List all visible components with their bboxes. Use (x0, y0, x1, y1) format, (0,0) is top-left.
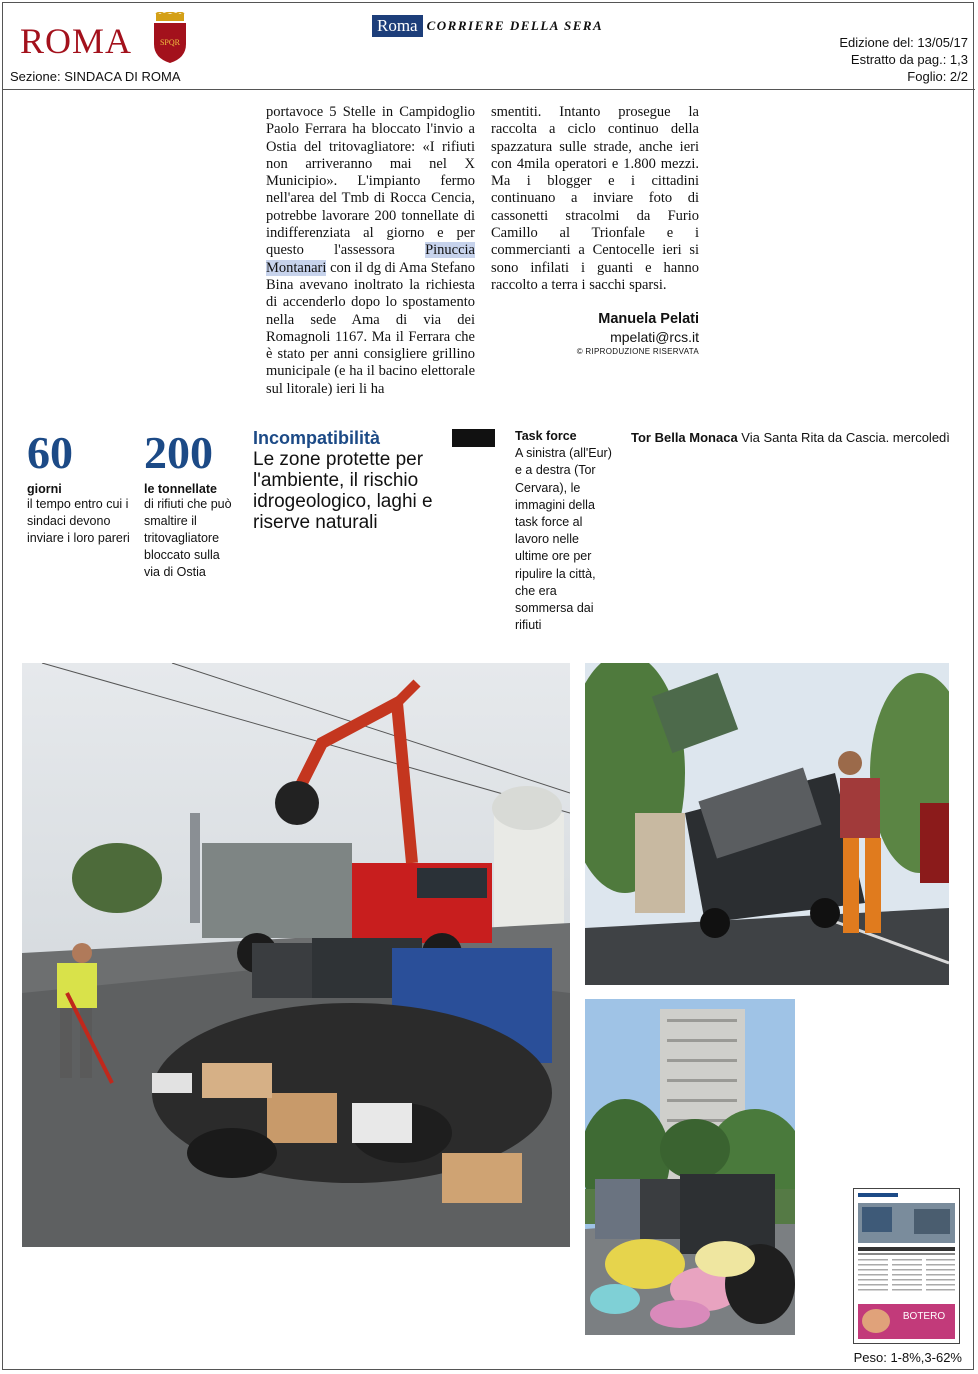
tor-bella-monaca-caption (631, 430, 950, 445)
thumbnail-botero-text: BOTERO (902, 1311, 946, 1322)
stat-label: le tonnellate (144, 482, 217, 496)
stat-number: 60 (27, 427, 73, 478)
roma-crest-icon (150, 12, 190, 64)
stat-60 (27, 428, 137, 547)
author-name: Manuela Pelati (598, 311, 699, 327)
caption-place: Tor Bella Monaca (631, 430, 738, 445)
col2-text: smentiti. Intanto prosegue la raccolta a ciclo continuo della spazzatura sulle strade, anche ieri con 4mila operatori e 1.800 mezzi. Ma i blogger e i cittadini continuano a inviare foto di cassonetti stracolmi da Furio Camillo al Trionfale e i commercianti a Centocelle ieri si sono infilati i guanti e hanno raccolto a terra i sacchi sparsi. (491, 104, 699, 293)
task-force-caption (515, 428, 615, 634)
byline (491, 311, 699, 356)
rights-notice: © RIPRODUZIONE RISERVATA (576, 347, 699, 356)
task-title: Task force (515, 429, 577, 443)
masthead (372, 15, 603, 37)
photo-bin-lift-torcervara (585, 663, 949, 985)
section-label: Sezione: SINDACA DI ROMA (10, 69, 181, 84)
masthead-paper: CORRIERE DELLA SERA (426, 18, 604, 33)
article-column-1 (266, 104, 475, 398)
highlighted-name: Pinuccia Montanari (266, 242, 475, 276)
extract-pages: Estratto da pag.: 1,3 (850, 52, 968, 67)
masthead-roma: Roma (372, 15, 423, 37)
stat-label: giorni (27, 482, 62, 496)
svg-text:SPQR: SPQR (159, 38, 181, 47)
edition-meta (839, 34, 968, 85)
stat-200 (144, 428, 236, 581)
header-divider (3, 89, 975, 90)
page-thumbnail (853, 1188, 960, 1344)
incompat-title: Incompatibilità (253, 428, 381, 448)
edition-date: Edizione del: 13/05/17 (839, 35, 968, 50)
redaction-block (452, 429, 495, 447)
weight-footer: Peso: 1-8%,3-62% (853, 1350, 962, 1365)
photo-garbage-truck-eur (22, 663, 570, 1247)
sheet-number: Foglio: 2/2 (907, 69, 968, 84)
roma-logo: ROMA (20, 21, 133, 61)
col1-text-b: con il dg di Ama Stefano Bina avevano inoltrato la richiesta di accenderlo dopo lo spostamento nella sede Ama di via dei Romagnoli 1167. Ma il Ferrara che è stato per anni consigliere grillino municipale (e ha il bacino elettorale sul litorale) ieri li ha (266, 259, 475, 397)
photo-tor-bella-monaca (585, 999, 795, 1335)
author-email: mpelati@rcs.it (610, 329, 699, 345)
stat-number: 200 (144, 427, 213, 478)
stat-text: il tempo entro cui i sindaci devono inviare i loro pareri (27, 497, 130, 545)
col1-text-a: portavoce 5 Stelle in Campidoglio Paolo Ferrara ha bloccato l'invio a Ostia del tritovagliatore: «I rifiuti non arriveranno mai nel X Municipio». L'impianto fermo nell'area del Tmb di Rocca Cencia, potrebbe lavorare 200 tonnellate di indifferenziata al giorno e per questo l'assessora (266, 104, 475, 259)
article-column-2 (491, 104, 699, 294)
incompatibility-box (253, 428, 443, 533)
incompat-body: Le zone protette per l'ambiente, il rischio idrogeologico, laghi e riserve naturali (253, 449, 433, 533)
stat-text: di rifiuti che può smaltire il tritovagliatore bloccato sulla via di Ostia (144, 497, 232, 579)
task-body: A sinistra (all'Eur) e a destra (Tor Cervara), le immagini della task force al lavoro nelle ultime ore per ripulire la città, che era sommersa dai rifiuti (515, 446, 612, 633)
caption-text: Via Santa Rita da Cascia. mercoledì (737, 430, 950, 445)
